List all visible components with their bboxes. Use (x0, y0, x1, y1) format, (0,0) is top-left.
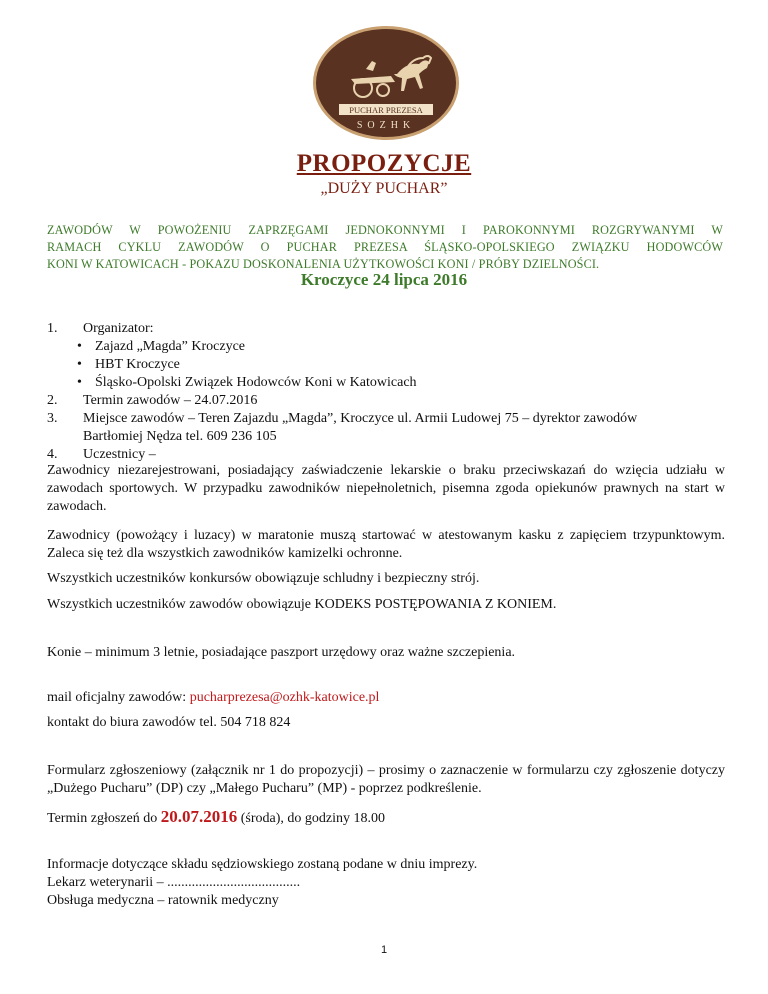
list-number: 2. (47, 393, 58, 408)
list-item-text: Bartłomiej Nędza tel. 609 236 105 (83, 429, 277, 444)
intro-line: ZAWODÓW W POWOŻENIU ZAPRZĘGAMI JEDNOKONNYMI I PAROKONNYMI ROZGRYWANYMI W (47, 223, 723, 237)
horses-paragraph: Konie – minimum 3 letnie, posiadające paszport urzędowy oraz ważne szczepienia. (47, 645, 516, 660)
event-date: Kroczyce 24 lipca 2016 (300, 270, 468, 289)
deadline-rest: (środa), do godziny 18.00 (237, 811, 385, 826)
contact-line: kontakt do biura zawodów tel. 504 718 824 (47, 715, 291, 730)
organizer-item (47, 356, 727, 374)
page-title: PROPOZYCJE (296, 150, 472, 177)
intro-line: RAMACH CYKLU ZAWODÓW O PUCHAR PREZESA ŚLĄSKO-OPOLSKIEGO ZWIĄZKU HODOWCÓW (47, 240, 723, 254)
mail-link[interactable]: pucharprezesa@ozhk-katowice.pl (189, 690, 380, 705)
vet-line: Lekarz weterynarii – ...................................... (47, 875, 301, 890)
helmet-paragraph: Zawodnicy (powożący i luzacy) w maratonie muszą startować w atestowanym kasku z zapięciem trzypunktowym. Zaleca się też dla wszystkich zawodników kamizelki ochronne. (47, 528, 725, 561)
medical-line: Obsługa medyczna – ratownik medyczny (47, 893, 279, 908)
intro-line: KONI W KATOWICACH - POKAZU DOSKONALENIA UŻYTKOWOŚCI KONI / PRÓBY DZIELNOŚCI. (47, 257, 600, 271)
code-paragraph: Wszystkich uczestników zawodów obowiązuje KODEKS POSTĘPOWANIA Z KONIEM. (47, 597, 557, 612)
organizer-text: Śląsko-Opolski Związek Hodowców Koni w Katowicach (95, 375, 417, 390)
numbered-list (47, 320, 727, 464)
participants-paragraph: Zawodnicy niezarejestrowani, posiadający zaświadczenie lekarskie o braku przeciwskazań do wzięcia udziału w zawodach sportowych. W przypadku zawodników niepełnoletnich, pisemna zgoda opiekunów prawnych na start w zawodach. (47, 463, 725, 514)
page-number: 1 (380, 944, 388, 956)
organizer-text: Zajazd „Magda” Kroczyce (95, 339, 246, 354)
list-item-text: Uczestnicy – (83, 447, 156, 462)
bullet-icon: • (77, 375, 82, 390)
deadline-line (47, 808, 725, 828)
deadline-date: 20.07.2016 (160, 807, 238, 826)
attire-paragraph: Wszystkich uczestników konkursów obowiązuje schludny i bezpieczny strój. (47, 571, 480, 586)
organizer-item (47, 338, 727, 356)
list-number: 1. (47, 321, 58, 336)
list-item-text: Termin zawodów – 24.07.2016 (83, 393, 258, 408)
intro-paragraph (47, 222, 723, 273)
mail-label: mail oficjalny zawodów: (47, 690, 190, 705)
organizer-item (47, 374, 727, 392)
mail-line (47, 689, 725, 707)
list-item (47, 392, 727, 410)
list-item (47, 320, 727, 338)
list-item-text: Organizator: (83, 321, 154, 336)
list-number: 4. (47, 447, 58, 462)
bullet-icon: • (77, 339, 82, 354)
form-paragraph: Formularz zgłoszeniowy (załącznik nr 1 do propozycji) – prosimy o zaznaczenie w formularzu czy zgłoszenie dotyczy „Dużego Pucharu” (DP) czy „Małego Pucharu” (MP) - poprzez podkreślenie. (47, 763, 725, 796)
puchar-prezesa-logo (311, 24, 461, 142)
page-subtitle: „DUŻY PUCHAR” (320, 180, 448, 197)
bullet-icon: • (77, 357, 82, 372)
list-item-text: Miejsce zawodów – Teren Zajazdu „Magda”, Kroczyce ul. Armii Ludowej 75 – dyrektor zawodów (83, 411, 638, 426)
organizer-text: HBT Kroczyce (95, 357, 180, 372)
logo-banner-text: PUCHAR PREZESA (349, 105, 423, 115)
list-number: 3. (47, 411, 58, 426)
logo-org-text: SOZHK (356, 120, 416, 131)
list-item (47, 410, 727, 446)
deadline-label: Termin zgłoszeń do (47, 811, 161, 826)
judges-line: Informacje dotyczące składu sędziowskiego zostaną podane w dniu imprezy. (47, 857, 478, 872)
